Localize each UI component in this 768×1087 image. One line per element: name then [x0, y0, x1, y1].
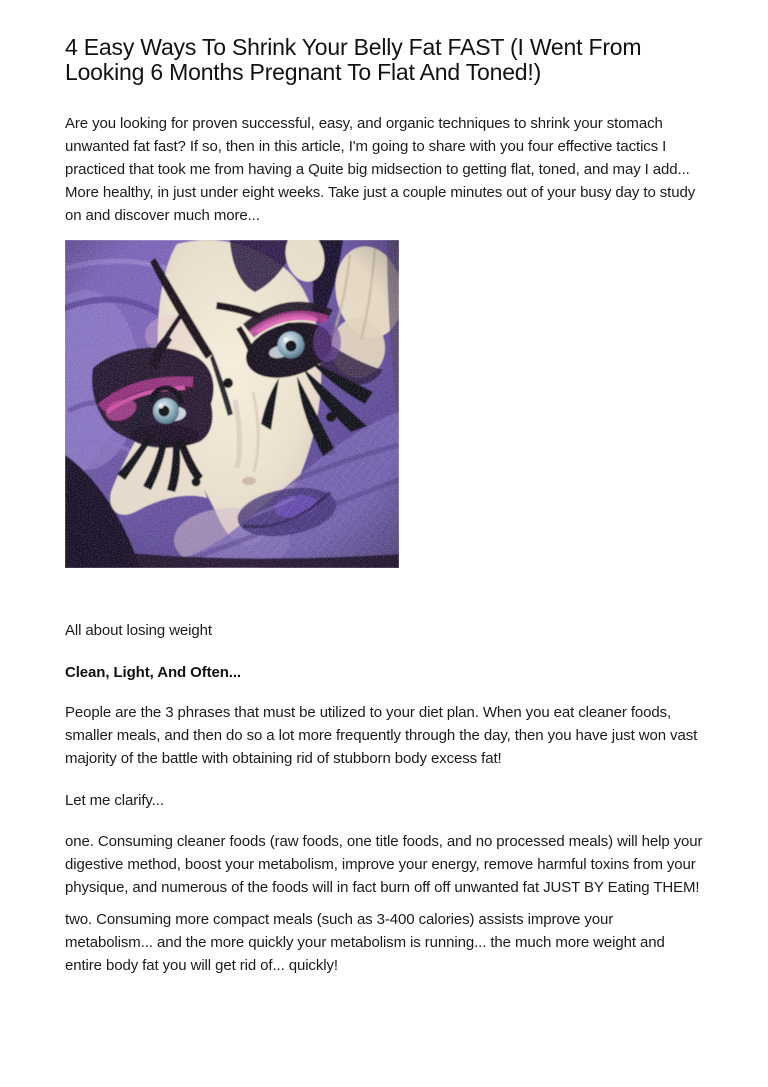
article-hero-image — [65, 240, 399, 568]
section-all-about-losing-weight: All about losing weight — [65, 622, 212, 639]
section-paragraph-two-compact-meals: two. Consuming more compact meals (such as 3-400 calories) assists improve your metabolism... and the more quickly your metabolism is running... the much more weight and entire body fat you will get rid of... quickly! — [65, 911, 665, 974]
section-paragraph-let-me-clarify: Let me clarify... — [65, 792, 164, 809]
section-paragraph-one-cleaner-foods: one. Consuming cleaner foods (raw foods, one title foods, and no processed meals) will help your digestive method, boost your metabolism, improve your energy, remove harmful toxins from your physique, and numerous of the foods will in fact burn off off unwanted fat JUST BY Eating THEM! — [65, 833, 703, 896]
intro-paragraph: Are you looking for proven successful, easy, and organic techniques to shrink your stomach unwanted fat fast? If so, then in this article, I'm going to share with you four effective tactics I practiced that took me from having a Quite big midsection to getting flat, toned, and may I add... More healthy, in just under eight weeks. Take just a couple minutes out of your busy day to study on and discover much more... — [65, 115, 696, 224]
section-heading-clean-light-often: Clean, Light, And Often... — [65, 664, 242, 681]
purple-face-artwork — [65, 240, 399, 568]
section-paragraph-people-3-phrases: People are the 3 phrases that must be utilized to your diet plan. When you eat cleaner foods, smaller meals, and then do so a lot more frequently through the day, then you have just won vast majority of the battle with obtaining rid of stubborn body excess fat! — [65, 704, 698, 767]
page-title: 4 Easy Ways To Shrink Your Belly Fat FAST (I Went From Looking 6 Months Pregnant To Flat And Toned!) — [65, 34, 642, 85]
